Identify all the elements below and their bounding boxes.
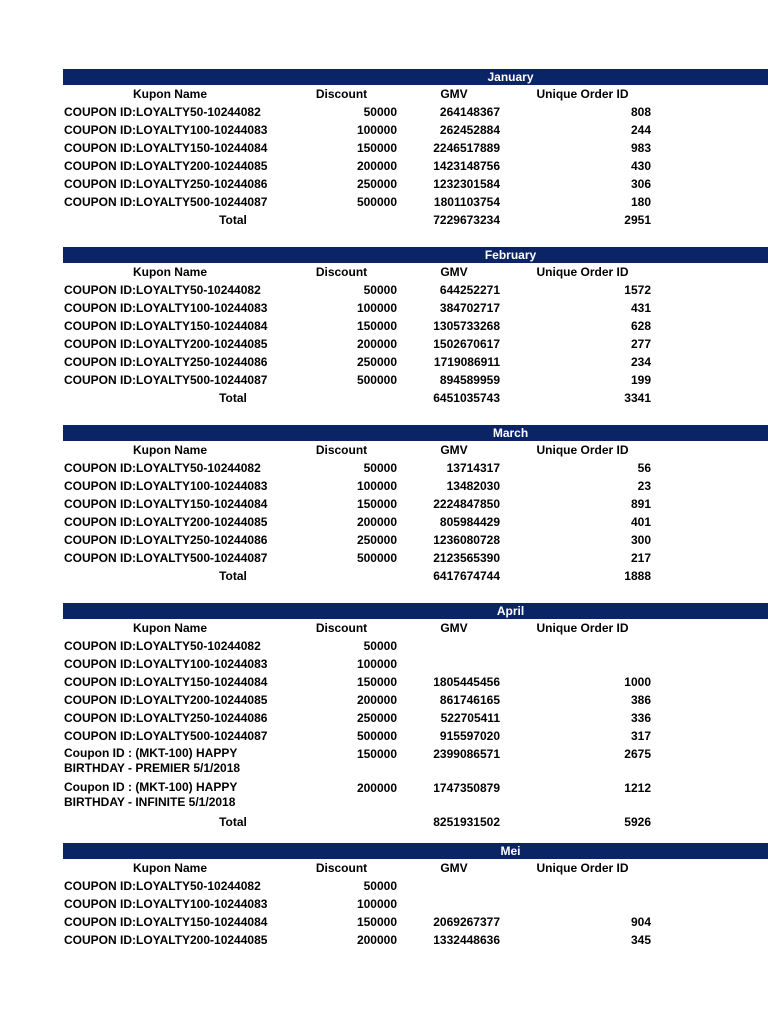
coupon-name-cell: COUPON ID:LOYALTY500-10244087 — [64, 373, 268, 387]
table-row — [0, 532, 768, 550]
header-unique-order-id: Unique Order ID — [536, 87, 629, 101]
header-gmv: GMV — [440, 621, 468, 635]
header-discount: Discount — [315, 861, 368, 875]
header-kupon-name: Kupon Name — [132, 443, 207, 457]
coupon-name-cell: COUPON ID:LOYALTY200-10244085 — [64, 933, 268, 947]
header-discount: Discount — [315, 265, 368, 279]
header-discount: Discount — [315, 87, 368, 101]
table-row — [0, 780, 768, 812]
order-count-cell: 345 — [630, 933, 651, 947]
discount-cell: 150000 — [356, 497, 397, 511]
gmv-cell: 1747350879 — [433, 781, 500, 795]
gmv-cell: 262452884 — [439, 123, 500, 137]
discount-cell: 150000 — [356, 141, 397, 155]
total-label: Total — [219, 569, 247, 583]
month-header: February — [63, 247, 768, 263]
order-count-cell: 983 — [630, 141, 651, 155]
column-header-row — [0, 860, 768, 878]
discount-cell: 250000 — [356, 711, 397, 725]
coupon-name-cell: COUPON ID:LOYALTY150-10244084 — [64, 675, 268, 689]
coupon-name-cell: COUPON ID:LOYALTY200-10244085 — [64, 337, 268, 351]
coupon-name-cell: COUPON ID:LOYALTY150-10244084 — [64, 915, 268, 929]
discount-cell: 500000 — [356, 373, 397, 387]
coupon-name-cell: COUPON ID:LOYALTY500-10244087 — [64, 195, 268, 209]
coupon-name-cell: COUPON ID:LOYALTY50-10244082 — [64, 105, 261, 119]
table-row — [0, 638, 768, 656]
discount-cell: 500000 — [356, 729, 397, 743]
header-gmv: GMV — [440, 861, 468, 875]
total-orders: 5926 — [624, 815, 651, 829]
table-row — [0, 354, 768, 372]
discount-cell: 150000 — [356, 747, 397, 761]
table-row — [0, 878, 768, 896]
total-orders: 1888 — [624, 569, 651, 583]
gmv-cell: 915597020 — [439, 729, 500, 743]
order-count-cell: 1212 — [624, 781, 651, 795]
gmv-cell: 1801103754 — [433, 195, 500, 209]
total-label: Total — [219, 815, 247, 829]
gmv-cell: 1502670617 — [433, 337, 500, 351]
header-kupon-name: Kupon Name — [132, 87, 207, 101]
month-header: April — [63, 603, 768, 619]
discount-cell: 150000 — [356, 319, 397, 333]
order-count-cell: 386 — [630, 693, 651, 707]
total-gmv: 8251931502 — [433, 815, 500, 829]
table-row — [0, 194, 768, 212]
coupon-name-cell: COUPON ID:LOYALTY100-10244083 — [64, 897, 268, 911]
order-count-cell: 891 — [630, 497, 651, 511]
table-row — [0, 176, 768, 194]
header-unique-order-id: Unique Order ID — [536, 861, 629, 875]
coupon-name-cell: COUPON ID:LOYALTY100-10244083 — [64, 123, 268, 137]
gmv-cell: 2399086571 — [433, 747, 500, 761]
table-row — [0, 140, 768, 158]
gmv-cell: 805984429 — [439, 515, 500, 529]
header-gmv: GMV — [440, 265, 468, 279]
table-row — [0, 746, 768, 778]
gmv-cell: 2123565390 — [433, 551, 500, 565]
coupon-name-cell: COUPON ID:LOYALTY50-10244082 — [64, 283, 261, 297]
order-count-cell: 234 — [630, 355, 651, 369]
order-count-cell: 23 — [637, 479, 651, 493]
gmv-cell: 1719086911 — [433, 355, 500, 369]
gmv-cell: 522705411 — [440, 711, 500, 725]
header-unique-order-id: Unique Order ID — [536, 265, 629, 279]
header-discount: Discount — [315, 621, 368, 635]
table-row — [0, 692, 768, 710]
gmv-cell: 1236080728 — [433, 533, 500, 547]
discount-cell: 250000 — [356, 355, 397, 369]
table-row — [0, 550, 768, 568]
header-discount: Discount — [315, 443, 368, 457]
table-row — [0, 282, 768, 300]
total-orders: 2951 — [624, 213, 651, 227]
discount-cell: 200000 — [356, 781, 397, 795]
table-row — [0, 122, 768, 140]
header-kupon-name: Kupon Name — [132, 861, 207, 875]
coupon-name-cell: COUPON ID:LOYALTY500-10244087 — [64, 729, 268, 743]
discount-cell: 50000 — [363, 461, 397, 475]
total-label: Total — [219, 391, 247, 405]
order-count-cell: 180 — [630, 195, 651, 209]
table-row — [0, 514, 768, 532]
coupon-name-cell: COUPON ID:LOYALTY200-10244085 — [64, 159, 268, 173]
table-row — [0, 914, 768, 932]
header-kupon-name: Kupon Name — [132, 621, 207, 635]
coupon-name-cell: COUPON ID:LOYALTY100-10244083 — [64, 479, 268, 493]
discount-cell: 150000 — [356, 675, 397, 689]
coupon-name-cell: Coupon ID : (MKT-100) HAPPY BIRTHDAY - PREMIER 5/1/2018 — [64, 746, 241, 775]
coupon-name-cell: COUPON ID:LOYALTY100-10244083 — [64, 301, 268, 315]
table-row — [0, 656, 768, 674]
header-unique-order-id: Unique Order ID — [536, 621, 629, 635]
discount-cell: 100000 — [356, 301, 397, 315]
order-count-cell: 2675 — [624, 747, 651, 761]
total-label: Total — [219, 213, 247, 227]
table-row — [0, 104, 768, 122]
coupon-name-cell: COUPON ID:LOYALTY250-10244086 — [64, 177, 268, 191]
gmv-cell: 13714317 — [446, 461, 500, 475]
column-header-row — [0, 86, 768, 104]
header-unique-order-id: Unique Order ID — [536, 443, 629, 457]
table-row — [0, 158, 768, 176]
discount-cell: 200000 — [356, 337, 397, 351]
table-row — [0, 300, 768, 318]
order-count-cell: 1000 — [624, 675, 651, 689]
coupon-name-cell: COUPON ID:LOYALTY50-10244082 — [64, 879, 261, 893]
total-gmv: 6451035743 — [433, 391, 500, 405]
total-gmv: 6417674744 — [433, 569, 500, 583]
coupon-name-cell: COUPON ID:LOYALTY250-10244086 — [64, 355, 268, 369]
total-row — [0, 814, 768, 832]
gmv-cell: 264148367 — [439, 105, 500, 119]
total-row — [0, 390, 768, 408]
discount-cell: 200000 — [356, 693, 397, 707]
coupon-name-cell: COUPON ID:LOYALTY150-10244084 — [64, 319, 268, 333]
table-row — [0, 496, 768, 514]
order-count-cell: 300 — [630, 533, 651, 547]
order-count-cell: 56 — [637, 461, 651, 475]
discount-cell: 150000 — [356, 915, 397, 929]
discount-cell: 200000 — [356, 515, 397, 529]
order-count-cell: 277 — [630, 337, 651, 351]
gmv-cell: 1423148756 — [433, 159, 500, 173]
gmv-cell: 1232301584 — [433, 177, 500, 191]
gmv-cell: 2246517889 — [433, 141, 500, 155]
table-row — [0, 674, 768, 692]
table-row — [0, 728, 768, 746]
table-row — [0, 336, 768, 354]
order-count-cell: 317 — [630, 729, 651, 743]
coupon-name-cell: COUPON ID:LOYALTY200-10244085 — [64, 693, 268, 707]
discount-cell: 100000 — [356, 479, 397, 493]
gmv-cell: 2069267377 — [433, 915, 500, 929]
order-count-cell: 199 — [630, 373, 651, 387]
discount-cell: 50000 — [363, 283, 397, 297]
month-header: March — [63, 425, 768, 441]
month-header: January — [63, 69, 768, 85]
coupon-name-cell: COUPON ID:LOYALTY250-10244086 — [64, 711, 268, 725]
header-gmv: GMV — [440, 87, 468, 101]
coupon-name-cell: COUPON ID:LOYALTY150-10244084 — [64, 141, 268, 155]
coupon-name-cell: COUPON ID:LOYALTY150-10244084 — [64, 497, 268, 511]
discount-cell: 250000 — [356, 533, 397, 547]
gmv-cell: 644252271 — [439, 283, 500, 297]
discount-cell: 250000 — [356, 177, 397, 191]
coupon-name-cell: COUPON ID:LOYALTY50-10244082 — [64, 639, 261, 653]
order-count-cell: 401 — [630, 515, 651, 529]
table-row — [0, 372, 768, 390]
discount-cell: 500000 — [356, 195, 397, 209]
discount-cell: 100000 — [356, 123, 397, 137]
order-count-cell: 430 — [630, 159, 651, 173]
header-kupon-name: Kupon Name — [132, 265, 207, 279]
header-gmv: GMV — [440, 443, 468, 457]
discount-cell: 50000 — [363, 105, 397, 119]
table-row — [0, 478, 768, 496]
discount-cell: 500000 — [356, 551, 397, 565]
order-count-cell: 1572 — [624, 283, 651, 297]
order-count-cell: 431 — [630, 301, 651, 315]
total-gmv: 7229673234 — [433, 213, 500, 227]
order-count-cell: 904 — [630, 915, 651, 929]
order-count-cell: 808 — [630, 105, 651, 119]
gmv-cell: 2224847850 — [433, 497, 500, 511]
gmv-cell: 384702717 — [439, 301, 500, 315]
order-count-cell: 336 — [630, 711, 651, 725]
total-orders: 3341 — [624, 391, 651, 405]
table-row — [0, 710, 768, 728]
coupon-name-cell: COUPON ID:LOYALTY100-10244083 — [64, 657, 268, 671]
table-row — [0, 318, 768, 336]
gmv-cell: 1305733268 — [433, 319, 500, 333]
order-count-cell: 217 — [630, 551, 651, 565]
order-count-cell: 628 — [630, 319, 651, 333]
column-header-row — [0, 620, 768, 638]
discount-cell: 50000 — [363, 639, 397, 653]
discount-cell: 100000 — [356, 657, 397, 671]
coupon-name-cell: COUPON ID:LOYALTY200-10244085 — [64, 515, 268, 529]
coupon-name-cell: COUPON ID:LOYALTY500-10244087 — [64, 551, 268, 565]
table-row — [0, 460, 768, 478]
order-count-cell: 244 — [630, 123, 651, 137]
discount-cell: 100000 — [356, 897, 397, 911]
month-header: Mei — [63, 843, 768, 859]
discount-cell: 200000 — [356, 933, 397, 947]
gmv-cell: 13482030 — [446, 479, 500, 493]
discount-cell: 200000 — [356, 159, 397, 173]
discount-cell: 50000 — [363, 879, 397, 893]
total-row — [0, 212, 768, 230]
table-row — [0, 896, 768, 914]
coupon-name-cell: Coupon ID : (MKT-100) HAPPY BIRTHDAY - INFINITE 5/1/2018 — [64, 780, 238, 809]
gmv-cell: 861746165 — [439, 693, 500, 707]
gmv-cell: 894589959 — [439, 373, 500, 387]
order-count-cell: 306 — [630, 177, 651, 191]
total-row — [0, 568, 768, 586]
coupon-name-cell: COUPON ID:LOYALTY50-10244082 — [64, 461, 261, 475]
coupon-name-cell: COUPON ID:LOYALTY250-10244086 — [64, 533, 268, 547]
column-header-row — [0, 442, 768, 460]
table-row — [0, 932, 768, 950]
gmv-cell: 1332448636 — [433, 933, 500, 947]
column-header-row — [0, 264, 768, 282]
gmv-cell: 1805445456 — [433, 675, 500, 689]
